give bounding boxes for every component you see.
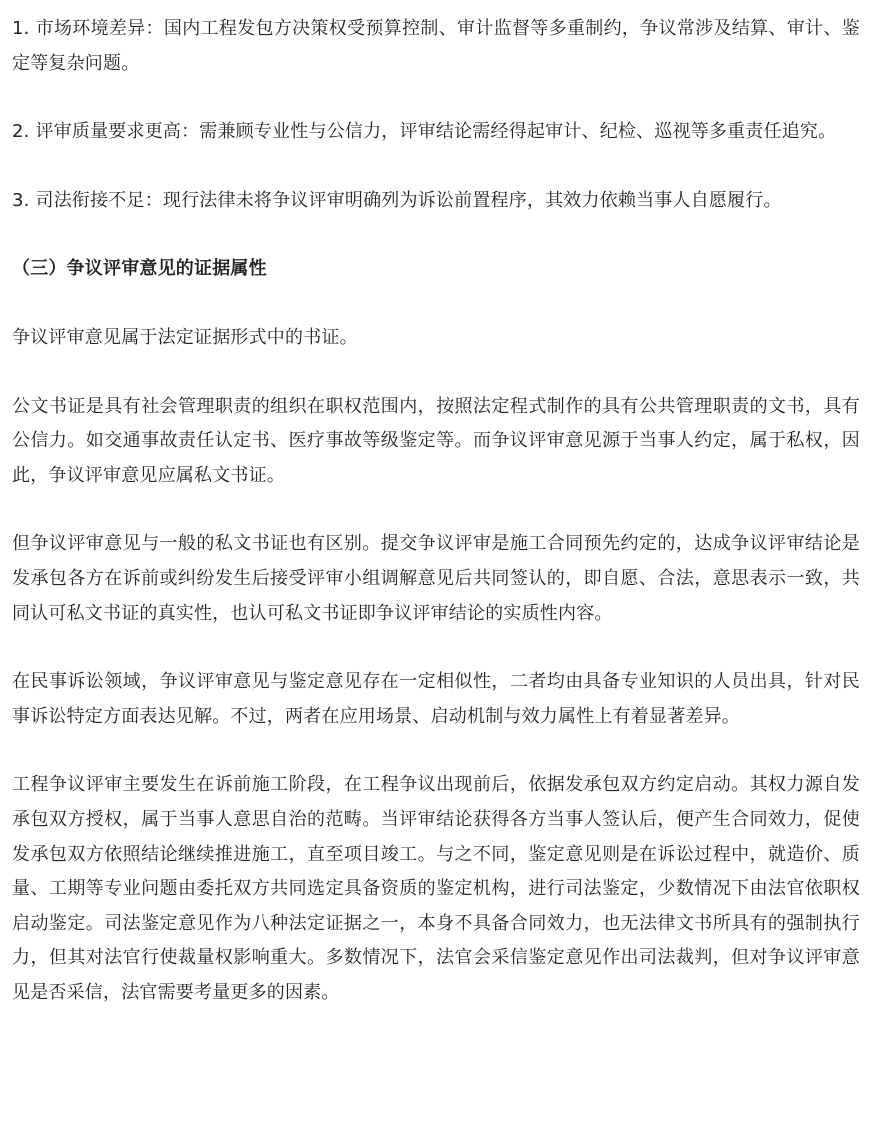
paragraph-civil-litigation: 在民事诉讼领域，争议评审意见与鉴定意见存在一定相似性，二者均由具备专业知识的人员出具，针对民事诉讼特定方面表达见解。不过，两者在应用场景、启动机制与效力属性上有着显著差异。	[12, 671, 860, 727]
paragraph-documentary-evidence: 争议评审意见属于法定证据形式中的书证。	[12, 326, 358, 348]
paragraph-public-document: 公文书证是具有社会管理职责的组织在职权范围内，按照法定程式制作的具有公共管理职责的文书，具有公信力。如交通事故责任认定书、医疗事故等级鉴定等。而争议评审意见源于当事人约定，属于私权，因此，争议评审意见应属私文书证。	[12, 395, 860, 486]
paragraph-private-document-difference: 但争议评审意见与一般的私文书证也有区别。提交争议评审是施工合同预先约定的，达成争议评审结论是发承包各方在诉前或纠纷发生后接受评审小组调解意见后共同签认的，即自愿、合法，意思表示一致，共同认可私文书证的真实性，也认可私文书证即争议评审结论的实质性内容。	[12, 533, 860, 624]
paragraph-engineering-review: 工程争议评审主要发生在诉前施工阶段，在工程争议出现前后，依据发承包双方约定启动。其权力源自发承包双方授权，属于当事人意思自治的范畴。当评审结论获得各方当事人签认后，便产生合同效力，促使发承包双方依照结论继续推进施工，直至项目竣工。与之不同，鉴定意见则是在诉讼过程中，就造价、质量、工期等专业问题由委托双方共同选定具备资质的鉴定机构，进行司法鉴定，少数情况下由法官依职权启动鉴定。司法鉴定意见作为八种法定证据之一，本身不具备合同效力，也无法律文书所具有的强制执行力，但其对法官行使裁量权影响重大。多数情况下，法官会采信鉴定意见作出司法裁判，但对争议评审意见是否采信，法官需要考量更多的因素。	[12, 774, 860, 1003]
article-body	[0, 12, 872, 1010]
list-item-review-quality: 2. 评审质量要求更高：需兼顾专业性与公信力，评审结论需经得起审计、纪检、巡视等多重责任追究。	[12, 121, 837, 143]
section-heading: （三）争议评审意见的证据属性	[12, 258, 267, 280]
list-item-judicial-connection: 3. 司法衔接不足：现行法律未将争议评审明确列为诉讼前置程序，其效力依赖当事人自愿履行。	[12, 189, 782, 211]
list-item-market-difference: 1. 市场环境差异：国内工程发包方决策权受预算控制、审计监督等多重制约，争议常涉及结算、审计、鉴定等复杂问题。	[12, 18, 860, 74]
